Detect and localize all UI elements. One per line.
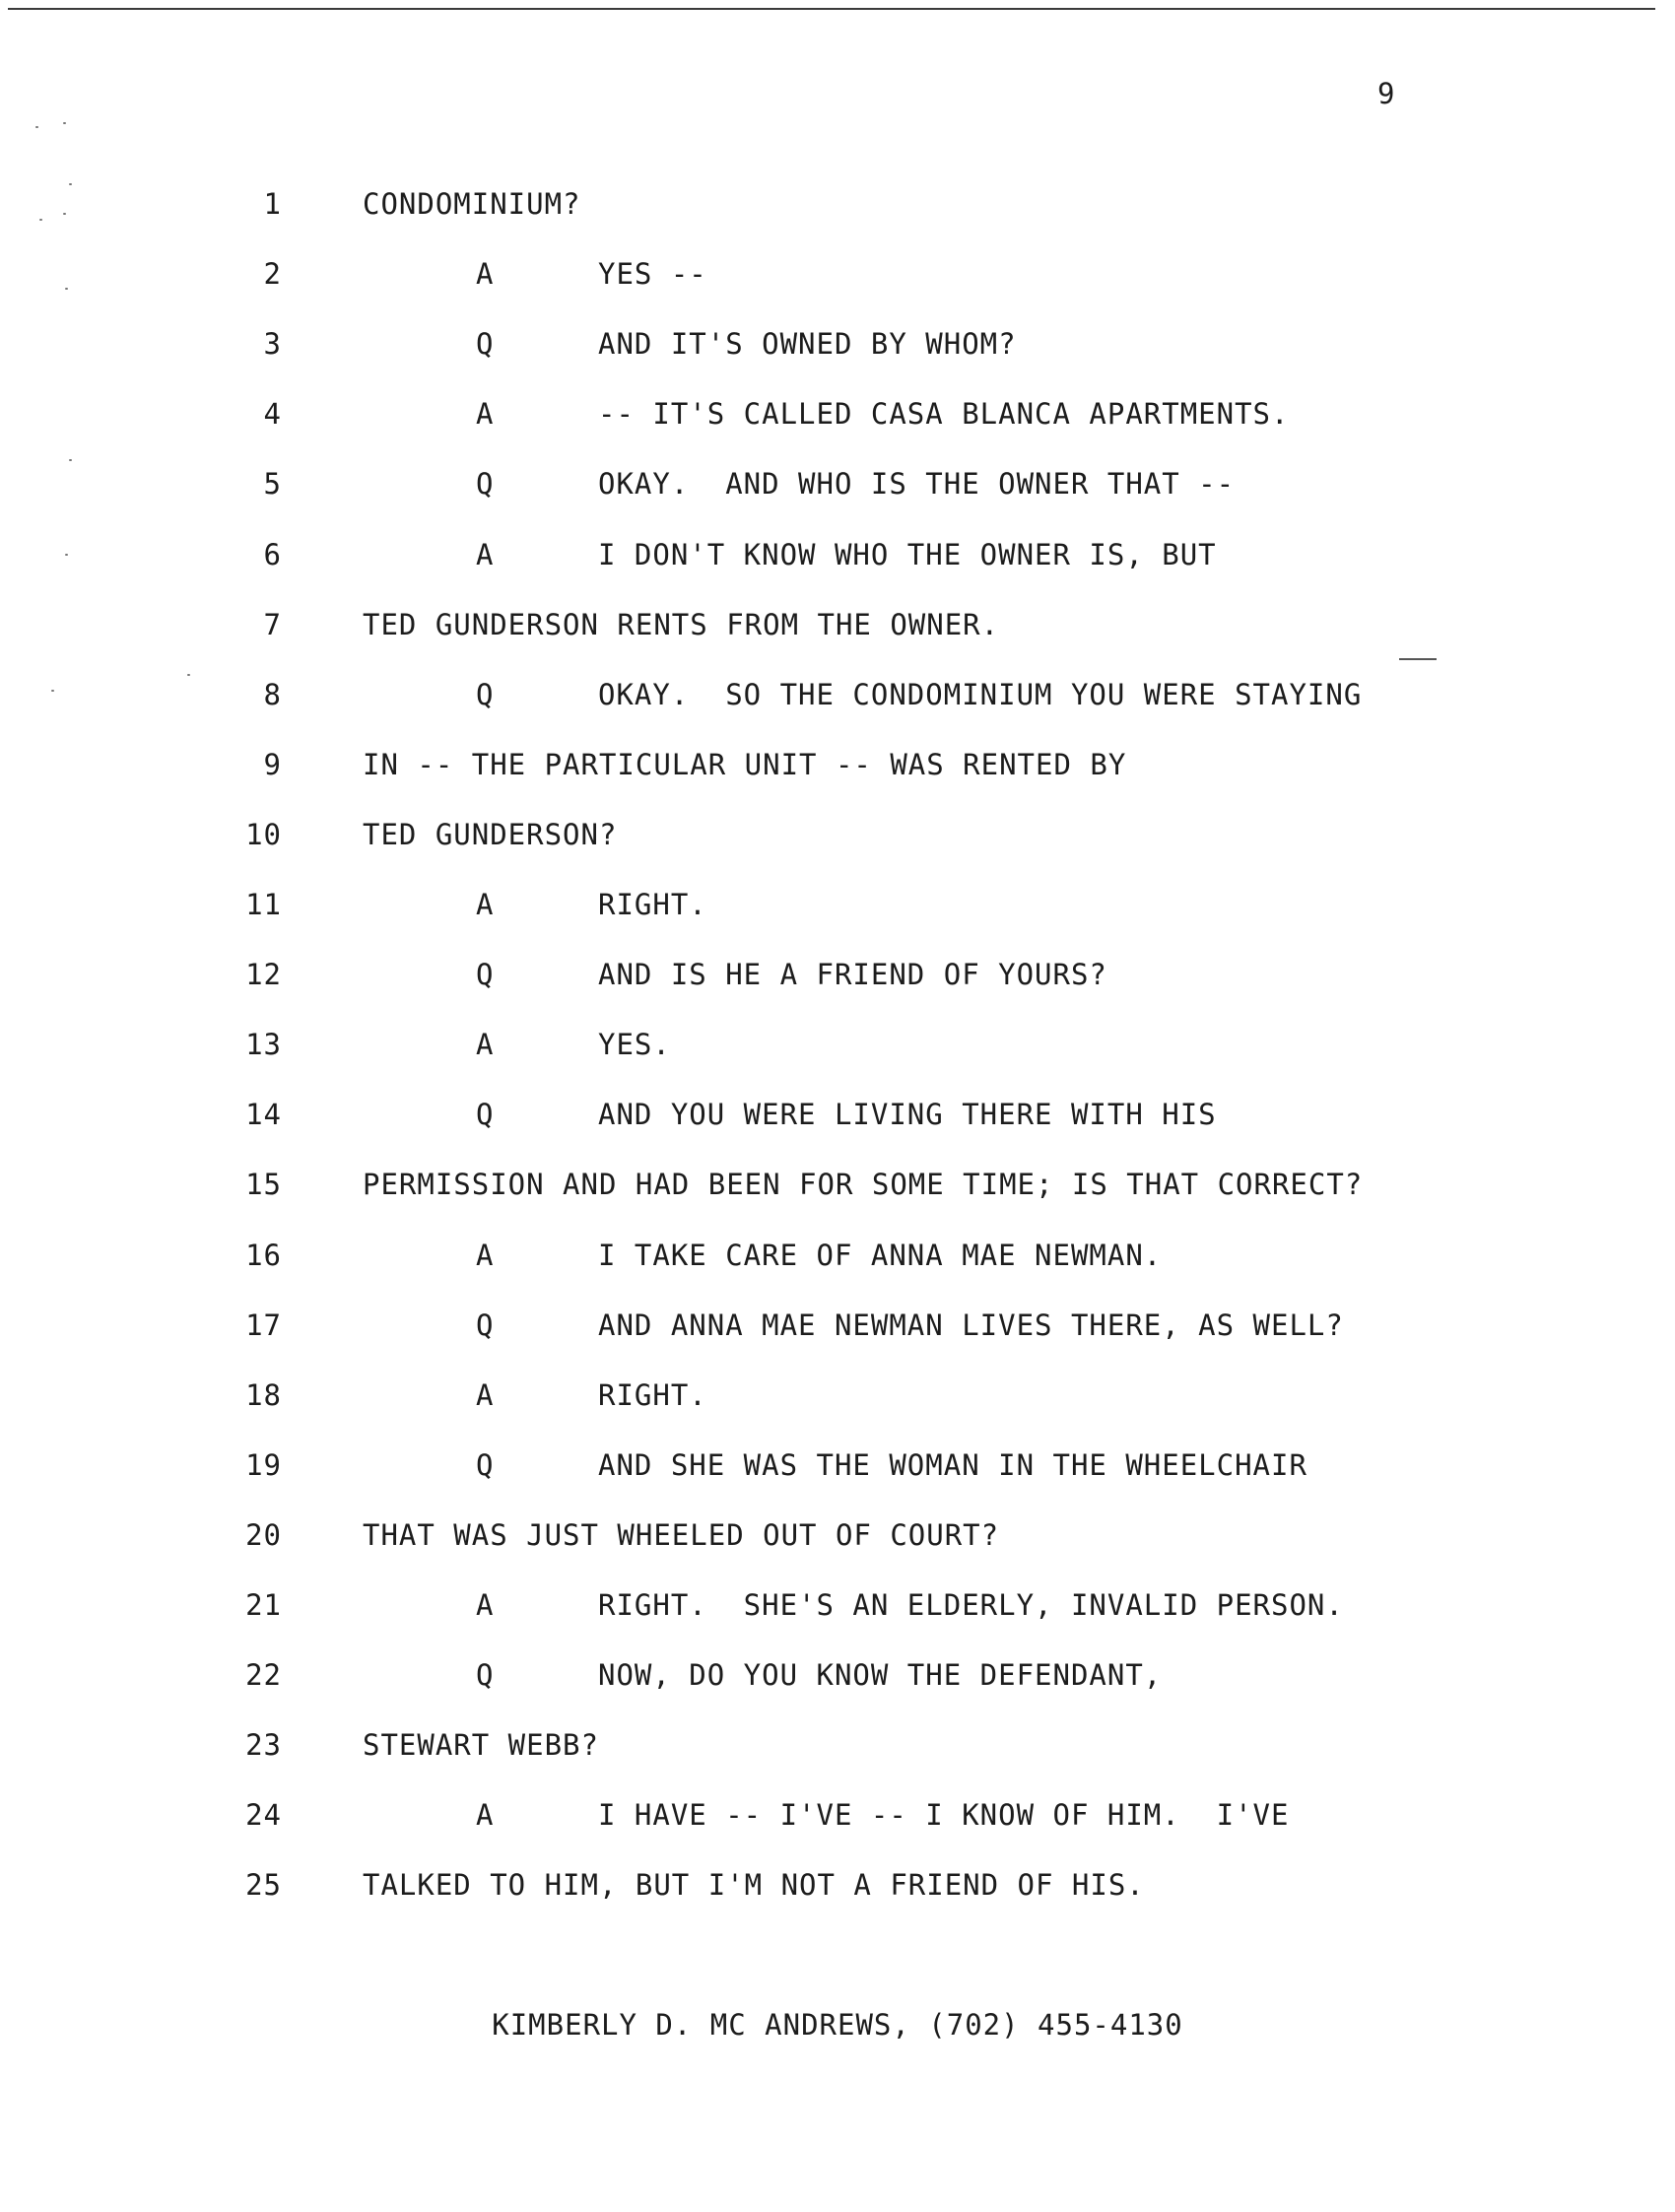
line-text: TED GUNDERSON? [363, 817, 618, 851]
speaker-label: Q [476, 467, 495, 502]
transcript-line [0, 1308, 1675, 1348]
speaker-label: A [476, 1238, 495, 1272]
speaker-label: A [476, 1377, 495, 1412]
line-number: 7 [263, 607, 282, 641]
scan-speck [69, 459, 72, 461]
speaker-label: A [476, 1798, 495, 1833]
line-number: 2 [263, 257, 282, 292]
speaker-label: Q [476, 958, 495, 992]
speaker-label: A [476, 257, 495, 292]
line-text: AND IT'S OWNED BY WHOM? [598, 327, 1017, 362]
transcript-line [0, 1239, 1675, 1278]
speaker-label: Q [476, 1098, 495, 1132]
line-text: STEWART WEBB? [363, 1728, 599, 1763]
line-number: 15 [245, 1168, 282, 1202]
line-text: YES. [598, 1028, 671, 1062]
line-text: TALKED TO HIM, BUT I'M NOT A FRIEND OF HIS. [363, 1868, 1145, 1903]
speaker-label: Q [476, 1658, 495, 1693]
line-number: 8 [263, 677, 282, 711]
transcript-line [0, 888, 1675, 927]
scan-speck [69, 183, 72, 185]
line-number: 22 [245, 1658, 282, 1693]
transcript-line [0, 1798, 1675, 1838]
transcript-line [0, 678, 1675, 717]
line-number: 24 [245, 1798, 282, 1833]
transcript-line [0, 1098, 1675, 1137]
line-text: I DON'T KNOW WHO THE OWNER IS, BUT [598, 537, 1217, 571]
speaker-label: A [476, 1028, 495, 1062]
transcript-line [0, 187, 1675, 227]
line-number: 16 [245, 1238, 282, 1272]
speaker-label: A [476, 888, 495, 921]
line-text: AND ANNA MAE NEWMAN LIVES THERE, AS WELL? [598, 1307, 1344, 1342]
line-number: 23 [245, 1728, 282, 1763]
line-text: I HAVE -- I'VE -- I KNOW OF HIM. I'VE [598, 1798, 1290, 1833]
line-text: I TAKE CARE OF ANNA MAE NEWMAN. [598, 1238, 1163, 1272]
line-number: 6 [263, 537, 282, 571]
transcript-line [0, 1728, 1675, 1768]
line-number: 18 [245, 1377, 282, 1412]
line-text: AND IS HE A FRIEND OF YOURS? [598, 958, 1107, 992]
line-number: 5 [263, 467, 282, 502]
line-text: OKAY. SO THE CONDOMINIUM YOU WERE STAYING [598, 677, 1363, 711]
transcript-line [0, 958, 1675, 997]
transcript-line [0, 1168, 1675, 1207]
transcript-line [0, 1378, 1675, 1418]
line-text: TED GUNDERSON RENTS FROM THE OWNER. [363, 607, 1000, 641]
transcript-line [0, 1518, 1675, 1558]
transcript-line [0, 1028, 1675, 1067]
line-number: 1 [263, 187, 282, 221]
line-number: 13 [245, 1028, 282, 1062]
line-number: 21 [245, 1588, 282, 1622]
line-number: 19 [245, 1447, 282, 1482]
line-number: 14 [245, 1098, 282, 1132]
speaker-label: Q [476, 1447, 495, 1482]
speaker-label: Q [476, 1307, 495, 1342]
line-number: 12 [245, 958, 282, 992]
transcript-line [0, 327, 1675, 367]
line-text: CONDOMINIUM? [363, 187, 581, 221]
line-number: 20 [245, 1517, 282, 1552]
line-text: OKAY. AND WHO IS THE OWNER THAT -- [598, 467, 1236, 502]
top-rule [8, 8, 1655, 10]
line-text: -- IT'S CALLED CASA BLANCA APARTMENTS. [598, 397, 1290, 432]
line-text: RIGHT. SHE'S AN ELDERLY, INVALID PERSON. [598, 1588, 1344, 1622]
reporter-footer: KIMBERLY D. MC ANDREWS, (702) 455-4130 [492, 2008, 1183, 2042]
line-text: AND SHE WAS THE WOMAN IN THE WHEELCHAIR [598, 1447, 1307, 1482]
speaker-label: Q [476, 677, 495, 711]
line-text: PERMISSION AND HAD BEEN FOR SOME TIME; IS THAT CORRECT? [363, 1168, 1364, 1202]
speaker-label: A [476, 397, 495, 432]
line-number: 11 [245, 888, 282, 921]
transcript-line [0, 257, 1675, 297]
line-text: AND YOU WERE LIVING THERE WITH HIS [598, 1098, 1217, 1132]
line-text: THAT WAS JUST WHEELED OUT OF COURT? [363, 1517, 1000, 1552]
transcript-line [0, 538, 1675, 577]
transcript-line [0, 1868, 1675, 1908]
line-number: 9 [263, 747, 282, 781]
scan-speck [35, 126, 38, 128]
speaker-label: A [476, 537, 495, 571]
transcript-line [0, 748, 1675, 787]
transcript-line [0, 1658, 1675, 1698]
page-number: 9 [1377, 77, 1396, 110]
line-text: RIGHT. [598, 888, 707, 921]
line-number: 3 [263, 327, 282, 362]
line-number: 10 [245, 817, 282, 851]
line-text: IN -- THE PARTICULAR UNIT -- WAS RENTED BY [363, 747, 1127, 781]
transcript-line [0, 397, 1675, 436]
line-number: 4 [263, 397, 282, 432]
scan-speck [63, 122, 66, 124]
margin-mark [1399, 658, 1437, 660]
transcript-line [0, 1588, 1675, 1628]
speaker-label: Q [476, 327, 495, 362]
transcript-line [0, 608, 1675, 647]
scan-speck [187, 674, 190, 676]
line-text: RIGHT. [598, 1377, 707, 1412]
line-number: 17 [245, 1307, 282, 1342]
line-text: NOW, DO YOU KNOW THE DEFENDANT, [598, 1658, 1163, 1693]
transcript-line [0, 467, 1675, 506]
transcript-line [0, 818, 1675, 857]
transcript-line [0, 1448, 1675, 1488]
speaker-label: A [476, 1588, 495, 1622]
line-number: 25 [245, 1868, 282, 1903]
line-text: YES -- [598, 257, 707, 292]
